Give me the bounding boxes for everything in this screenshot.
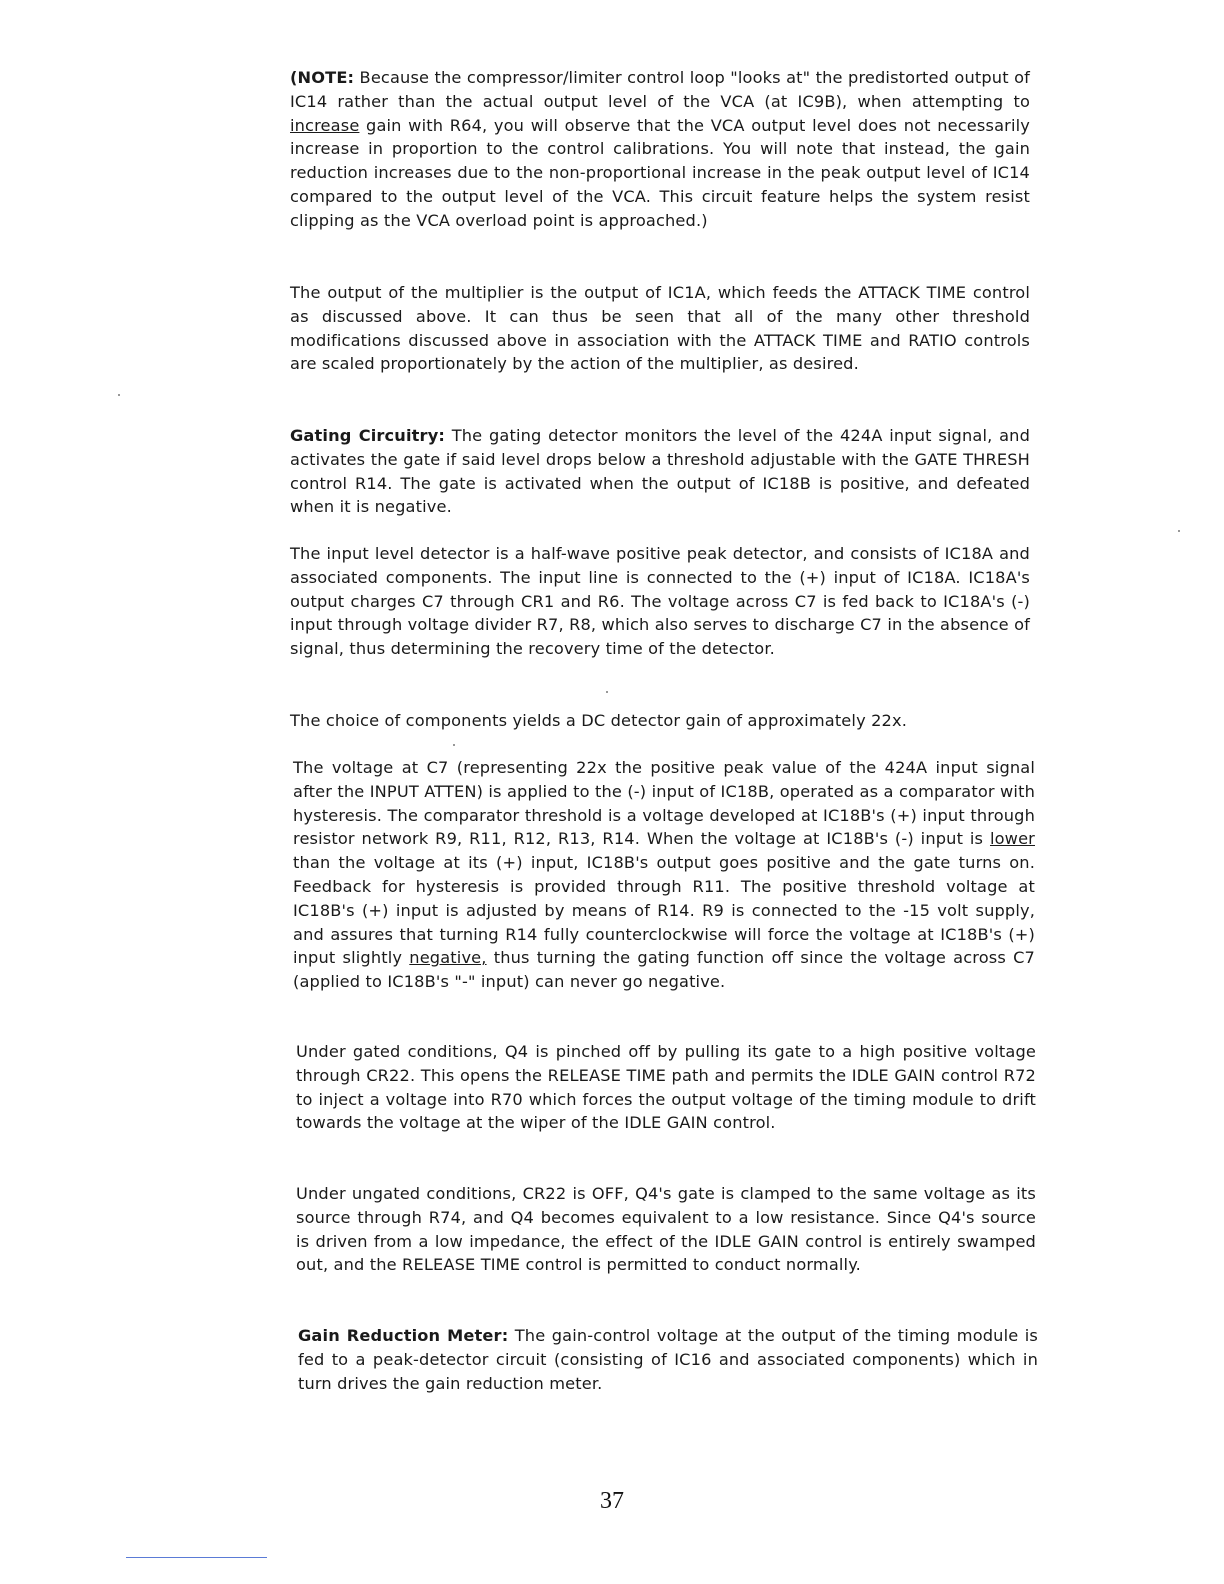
note-underlined-increase: increase — [290, 115, 360, 135]
gating-circuitry-text: The gating detector monitors the level of the 424A input signal, and activates the gate if said level drops below a threshold adjustable with the GATE THRESH control R14. The gate is activated when the output of IC18B is positive, and defeated when it is negative. — [290, 426, 1031, 517]
note-label: (NOTE: — [290, 68, 355, 87]
scan-speck — [453, 744, 455, 746]
footnote-rule — [126, 1557, 267, 1558]
gain-reduction-meter-text: The gain-control voltage at the output of the timing module is fed to a peak-detector circuit (consisting of IC16 and associated components) which in turn drives the gain reduction meter. — [298, 1326, 1038, 1393]
comparator-text-2: than the voltage at its (+) input, IC18B's output goes positive and the gate turns on. Feedback for hysteresis is provided through R11. The positive threshold voltage at IC18B's (+) input is adjusted by means of R14. R9 is connected to the -15 volt supply, and assures that turning R14 fully counterclockwise will force the voltage at IC18B's (+) input slightly — [293, 853, 1035, 968]
paragraph-comparator — [293, 756, 1035, 994]
paragraph-gating-circuitry — [290, 424, 1030, 519]
multiplier-output-text: The output of the multiplier is the output of IC1A, which feeds the ATTACK TIME control as discussed above. It can thus be seen that all of the many other threshold modifications discussed above in association with the ATTACK TIME and RATIO controls are scaled proportionately by the action of the multiplier, as desired. — [290, 283, 1030, 374]
scan-speck — [118, 394, 120, 396]
paragraph-dc-gain — [290, 709, 1030, 733]
note-text-2: gain with R64, you will observe that the VCA output level does not necessarily increase in proportion to the control calibrations. You will note that instead, the gain reduction increases due to the non-proportional increase in the peak output level of IC14 compared to the output level of the VCA. This circuit feature helps the system resist clipping as the VCA overload point is approached.) — [290, 115, 1030, 230]
input-level-detector-text: The input level detector is a half-wave positive peak detector, and consists of IC18A and associated components. The input line is connected to the (+) input of IC18A. IC18A's output charges C7 through CR1 and R6. The voltage across C7 is fed back to IC18A's (-) input through voltage divider R7, R8, which also serves to discharge C7 in the absence of signal, thus determining the recovery time of the detector. — [290, 544, 1030, 659]
scan-speck — [606, 691, 608, 693]
paragraph-gain-reduction-meter — [298, 1324, 1038, 1395]
ungated-conditions-text: Under ungated conditions, CR22 is OFF, Q4's gate is clamped to the same voltage as its source through R74, and Q4 becomes equivalent to a low resistance. Since Q4's source is driven from a low impedance, the effect of the IDLE GAIN control is entirely swamped out, and the RELEASE TIME control is permitted to conduct normally. — [296, 1184, 1036, 1275]
note-text-1: Because the compressor/limiter control loop "looks at" the predistorted output of IC14 rather than the actual output level of the VCA (at IC9B), when attempting to — [290, 68, 1030, 111]
paragraph-input-level-detector — [290, 542, 1030, 661]
page-number: 37 — [600, 1488, 624, 1514]
dc-gain-text: The choice of components yields a DC detector gain of approximately 22x. — [290, 711, 908, 730]
paragraph-multiplier-output — [290, 281, 1030, 376]
comparator-underlined-lower: lower — [989, 829, 1035, 849]
scan-speck — [1178, 530, 1180, 532]
comparator-text-1: The voltage at C7 (representing 22x the positive peak value of the 424A input signal after the INPUT ATTEN) is applied to the (-) input of IC18B, operated as a comparator with hysteresis. The comparator threshold is a voltage developed at IC18B's (+) input through resistor network R9, R11, R12, R13, R14. When the voltage at IC18B's (-) input is — [293, 758, 1035, 849]
paragraph-ungated-conditions — [296, 1182, 1036, 1277]
gain-reduction-meter-heading: Gain Reduction Meter: — [298, 1326, 509, 1345]
gating-circuitry-heading: Gating Circuitry: — [290, 426, 446, 445]
paragraph-gated-conditions — [296, 1040, 1036, 1135]
comparator-underlined-negative: negative, — [409, 948, 487, 968]
comparator-text-3: thus turning the gating function off since the voltage across C7 (applied to IC18B's "-" input) can never go negative. — [293, 948, 1035, 992]
paragraph-note — [290, 66, 1030, 233]
gated-conditions-text: Under gated conditions, Q4 is pinched off by pulling its gate to a high positive voltage through CR22. This opens the RELEASE TIME path and permits the IDLE GAIN control R72 to inject a voltage into R70 which forces the output voltage of the timing module to drift towards the voltage at the wiper of the IDLE GAIN control. — [296, 1042, 1036, 1133]
